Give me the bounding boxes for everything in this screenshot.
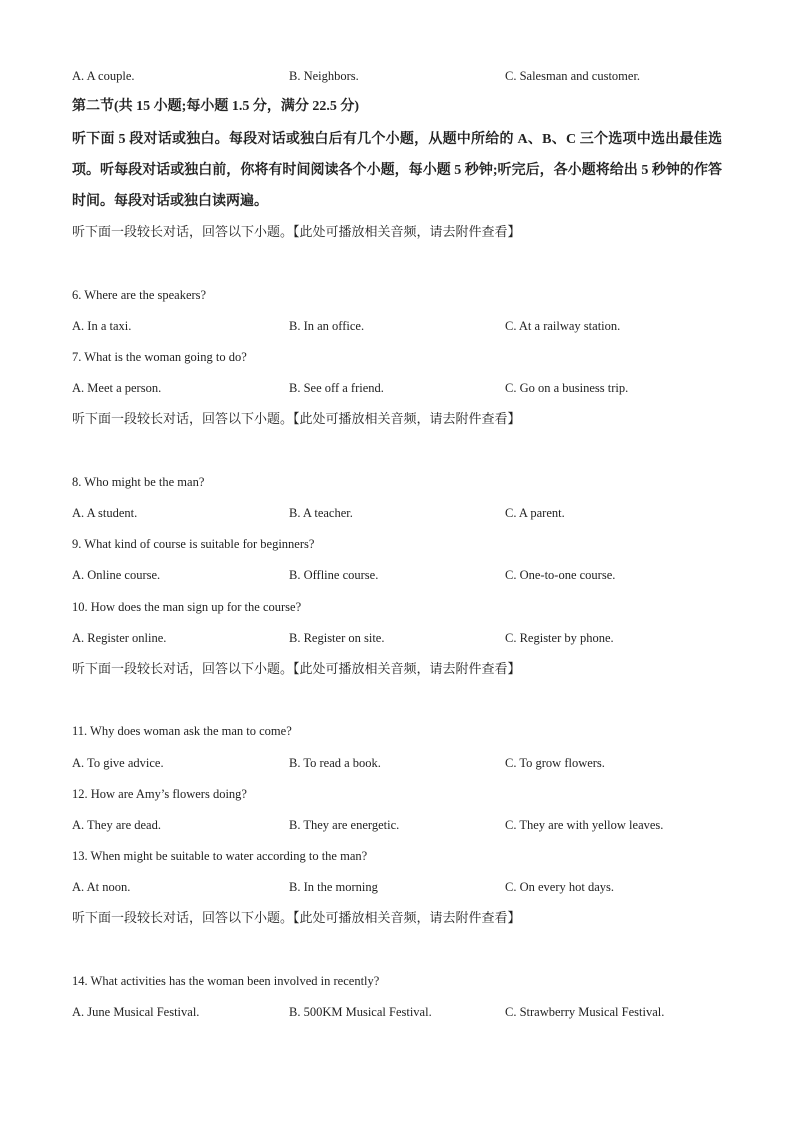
- option-b: B. They are energetic.: [289, 818, 400, 832]
- option-b: B. In the morning: [289, 880, 378, 894]
- option-a: A. A student.: [72, 506, 138, 520]
- option-c: C. Go on a business trip.: [505, 381, 629, 395]
- option-c: C. Strawberry Musical Festival.: [505, 1005, 665, 1019]
- audio-note: 听下面一段较长对话，回答以下小题。【此处可播放相关音频，请去附件查看】: [72, 224, 521, 239]
- question-6: 6. Where are the speakers?: [72, 288, 207, 302]
- section-heading: 第二节(共 15 小题;每小题 1.5 分，满分 22.5 分): [72, 99, 359, 114]
- audio-note: 听下面一段较长对话，回答以下小题。【此处可播放相关音频，请去附件查看】: [72, 661, 521, 676]
- question-12: 12. How are Amy’s flowers doing?: [72, 787, 247, 801]
- option-a: A. To give advice.: [72, 756, 164, 770]
- option-a: A. They are dead.: [72, 818, 161, 832]
- option-c: C. They are with yellow leaves.: [505, 818, 664, 832]
- question-10: 10. How does the man sign up for the course?: [72, 600, 302, 614]
- option-b: B. To read a book.: [289, 756, 381, 770]
- option-b: B. See off a friend.: [289, 381, 384, 395]
- question-9: 9. What kind of course is suitable for beginners?: [72, 537, 315, 551]
- question-11: 11. Why does woman ask the man to come?: [72, 724, 292, 738]
- option-a: A. Register online.: [72, 631, 167, 645]
- option-a: A. At noon.: [72, 880, 131, 894]
- option-c: C. At a railway station.: [505, 319, 621, 333]
- option-c: C. On every hot days.: [505, 880, 615, 894]
- audio-note: 听下面一段较长对话，回答以下小题。【此处可播放相关音频，请去附件查看】: [72, 411, 521, 426]
- option-a: A. Online course.: [72, 568, 161, 582]
- section-instructions: 听下面 5 段对话或独白。每段对话或独白后有几个小题，从题中所给的 A、B、C 三个选项中选出最佳选项。听每段对话或独白前，你将有时间阅读各个小题，每小题 5 秒钟;听完后，各小题将给出 5 秒钟的作答时间。每段对话或独白读两遍。: [72, 132, 722, 209]
- option-a: A. Meet a person.: [72, 381, 162, 395]
- option-c: C. One-to-one course.: [505, 568, 616, 582]
- option-b: B. A teacher.: [289, 506, 353, 520]
- option-c: C. To grow flowers.: [505, 756, 605, 770]
- option-b: B. In an office.: [289, 319, 365, 333]
- option-b: B. 500KM Musical Festival.: [289, 1005, 432, 1019]
- option-a: A. In a taxi.: [72, 319, 132, 333]
- option-b: B. Offline course.: [289, 568, 379, 582]
- question-8: 8. Who might be the man?: [72, 475, 205, 489]
- option-c: C. A parent.: [505, 506, 565, 520]
- option-c: C. Register by phone.: [505, 631, 614, 645]
- option-b: B. Neighbors.: [289, 69, 359, 83]
- question-7: 7. What is the woman going to do?: [72, 350, 247, 364]
- question-13: 13. When might be suitable to water according to the man?: [72, 849, 368, 863]
- option-b: B. Register on site.: [289, 631, 385, 645]
- option-a: A. A couple.: [72, 69, 135, 83]
- option-c: C. Salesman and customer.: [505, 69, 641, 83]
- audio-note: 听下面一段较长对话，回答以下小题。【此处可播放相关音频，请去附件查看】: [72, 910, 521, 925]
- option-a: A. June Musical Festival.: [72, 1005, 200, 1019]
- question-14: 14. What activities has the woman been involved in recently?: [72, 974, 380, 988]
